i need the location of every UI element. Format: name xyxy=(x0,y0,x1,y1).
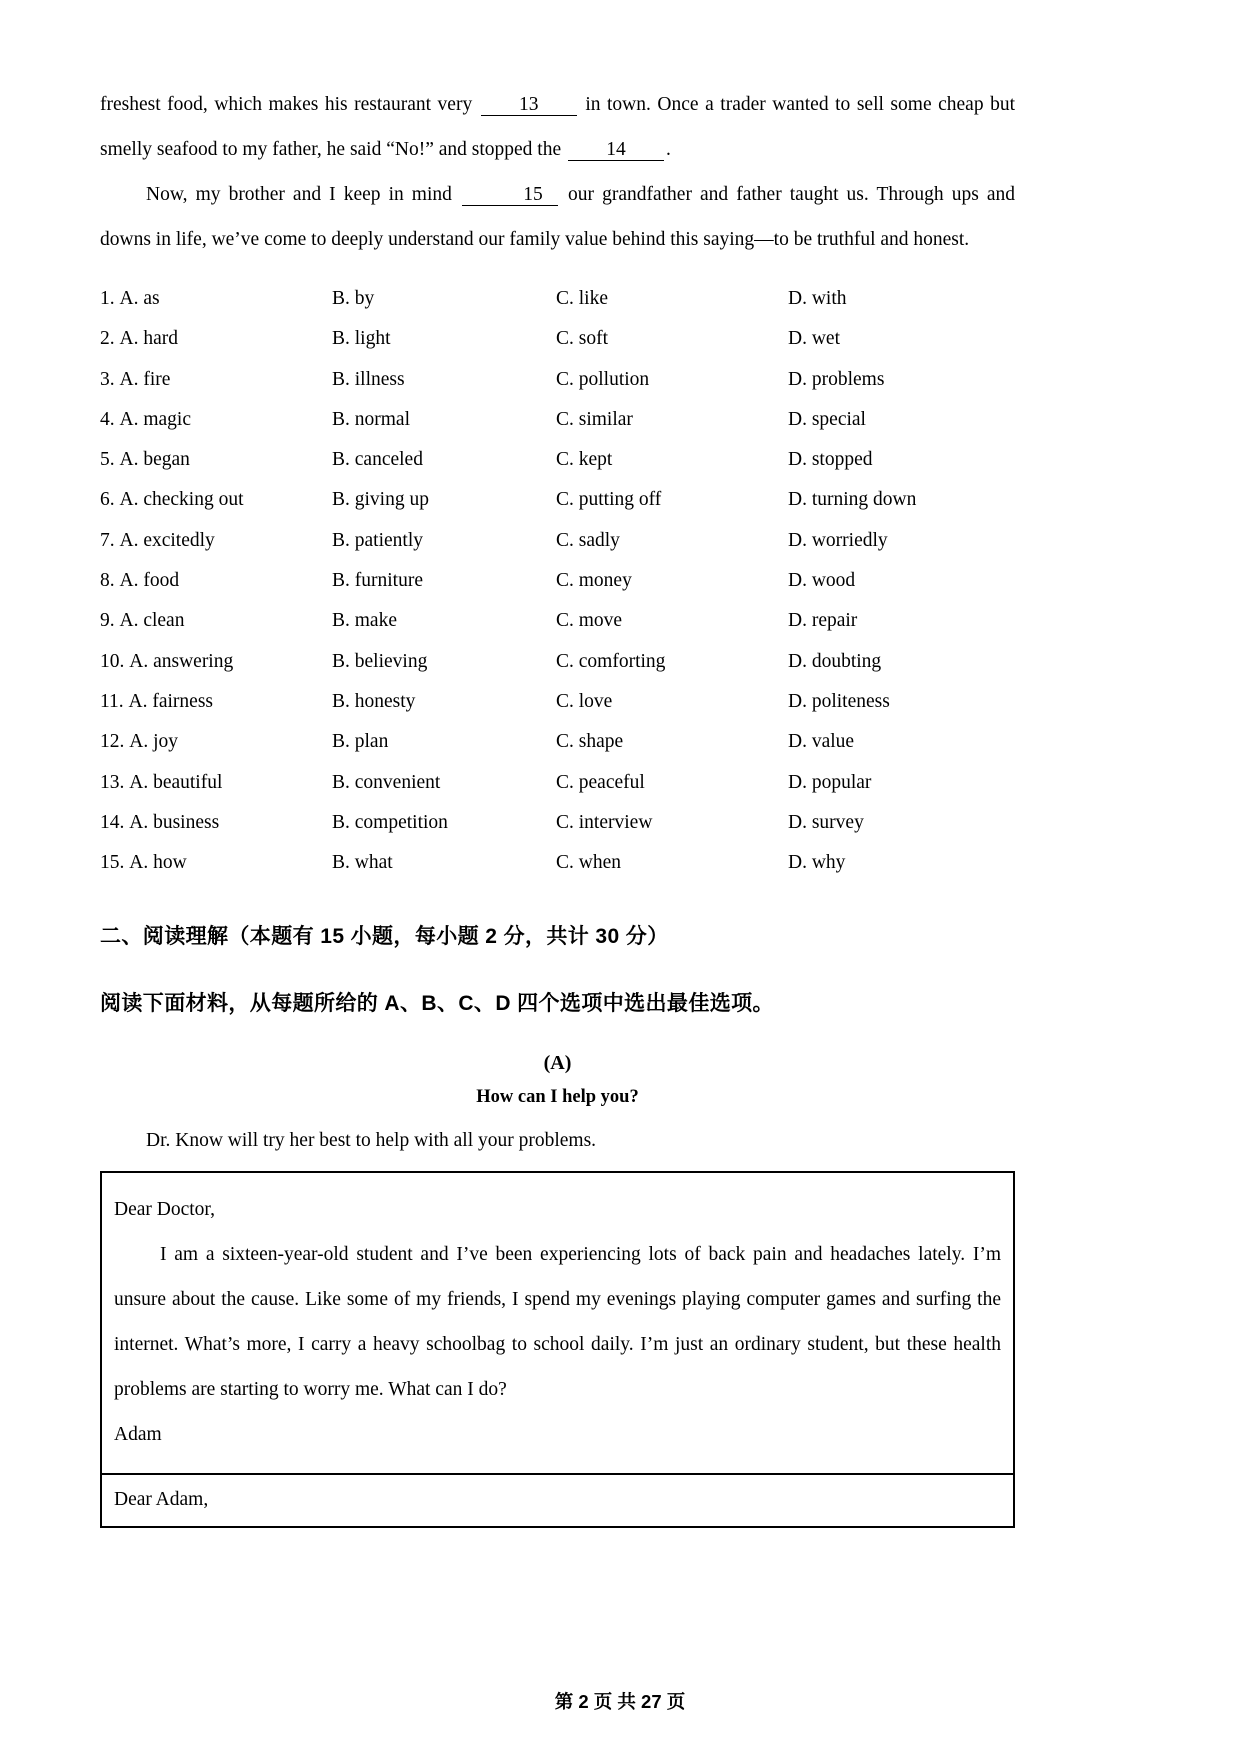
blank-15: 15 xyxy=(462,185,558,206)
option-b[interactable]: B. competition xyxy=(332,811,448,833)
option-a[interactable] xyxy=(100,279,332,319)
option-a[interactable] xyxy=(100,642,332,682)
option-row xyxy=(100,682,1015,722)
passage-text-after-13: in town. Once a trader wanted to sell some cheap but smelly seafood to my father, he said “No!” and stopped the xyxy=(100,94,1016,160)
option-a-label: A. business xyxy=(129,811,220,833)
option-number: 2. xyxy=(100,328,115,350)
option-a-label: A. began xyxy=(119,449,190,471)
option-b[interactable]: B. plan xyxy=(332,731,389,753)
option-d[interactable]: D. with xyxy=(788,288,847,309)
option-d[interactable]: D. stopped xyxy=(788,449,873,471)
option-number: 4. xyxy=(100,408,115,430)
section-instruction: 阅读下面材料，从每题所给的 A、B、C、D 四个选项中选出最佳选项。 xyxy=(100,992,774,1016)
option-d[interactable]: D. doubting xyxy=(788,650,882,672)
option-b[interactable]: B. by xyxy=(332,288,375,309)
option-b[interactable]: B. believing xyxy=(332,650,428,672)
option-a[interactable] xyxy=(100,763,332,803)
option-row xyxy=(100,722,1015,762)
option-row xyxy=(100,521,1015,561)
option-number: 1. xyxy=(100,288,115,309)
option-c[interactable]: C. pollution xyxy=(556,368,650,390)
option-c[interactable]: C. soft xyxy=(556,328,609,350)
option-c[interactable]: C. peaceful xyxy=(556,771,645,793)
option-b[interactable]: B. light xyxy=(332,328,391,350)
passage-line-1 xyxy=(100,82,1015,172)
option-b[interactable]: B. honesty xyxy=(332,690,416,712)
section-heading: 二、阅读理解（本题有 15 小题，每小题 2 分，共计 30 分） xyxy=(100,925,669,949)
option-c[interactable]: C. putting off xyxy=(556,489,662,511)
option-number: 7. xyxy=(100,529,115,551)
reply-box xyxy=(100,1475,1015,1528)
option-b[interactable]: B. normal xyxy=(332,408,410,430)
option-a[interactable] xyxy=(100,682,332,722)
passage-title: How can I help you? xyxy=(476,1087,639,1108)
option-row xyxy=(100,642,1015,682)
option-a-label: A. checking out xyxy=(119,489,244,511)
letter-body: I am a sixteen-year-old student and I’ve been experiencing lots of back pain and headaches lately. I’m unsure about the cause. Like some of my friends, I spend my evenings playing computer games and surfing the internet. What’s more, I carry a heavy schoolbag to school daily. I’m just an ordinary student, but these health problems are starting to worry me. What can I do? xyxy=(114,1244,1001,1401)
passage-text-before-13: freshest food, which makes his restaurant very xyxy=(100,94,473,115)
option-a[interactable] xyxy=(100,601,332,641)
option-row xyxy=(100,440,1015,480)
option-a-label: A. magic xyxy=(119,408,191,430)
option-d[interactable]: D. repair xyxy=(788,610,858,632)
option-row xyxy=(100,803,1015,843)
passage-text-after-15: our grandfather and father taught us. Through ups and downs in life, we’ve come to deeply understand our family value behind this saying—to be truthful and honest. xyxy=(100,184,1016,250)
option-row xyxy=(100,763,1015,803)
letter-signature: Adam xyxy=(114,1424,162,1446)
option-row xyxy=(100,400,1015,440)
page-footer: 第 2 页 共 27 页 xyxy=(554,1691,686,1712)
passage-line-2 xyxy=(100,172,1015,262)
option-d[interactable]: D. survey xyxy=(788,811,864,833)
option-c[interactable]: C. comforting xyxy=(556,650,666,672)
option-d[interactable]: D. problems xyxy=(788,368,885,390)
reply-salutation: Dear Adam, xyxy=(114,1489,209,1511)
option-a-label: A. answering xyxy=(129,650,234,672)
option-d[interactable]: D. value xyxy=(788,731,855,753)
option-a[interactable] xyxy=(100,722,332,762)
cloze-passage xyxy=(100,82,1015,262)
option-c[interactable]: C. kept xyxy=(556,449,613,471)
option-a-label: A. fire xyxy=(119,368,171,390)
option-b[interactable]: B. make xyxy=(332,610,397,632)
passage-lead: Dr. Know will try her best to help with all your problems. xyxy=(146,1130,597,1152)
option-c[interactable]: C. money xyxy=(556,570,632,592)
option-b[interactable]: B. patiently xyxy=(332,529,423,551)
option-d[interactable]: D. wet xyxy=(788,328,840,350)
option-a-label: A. clean xyxy=(119,610,185,632)
option-d[interactable]: D. why xyxy=(788,852,846,874)
option-d[interactable]: D. worriedly xyxy=(788,529,888,551)
option-a[interactable] xyxy=(100,319,332,359)
option-number: 11. xyxy=(100,690,124,712)
option-b[interactable]: B. convenient xyxy=(332,771,441,793)
option-b[interactable]: B. canceled xyxy=(332,449,423,471)
option-d[interactable]: D. politeness xyxy=(788,690,890,712)
option-b[interactable]: B. furniture xyxy=(332,570,423,592)
option-d[interactable]: D. turning down xyxy=(788,489,917,511)
passage-letter-label: (A) xyxy=(543,1052,572,1075)
option-a-label: A. fairness xyxy=(128,690,214,712)
passage-text-after-14: . xyxy=(666,139,671,160)
option-list xyxy=(100,279,1015,883)
option-a[interactable] xyxy=(100,360,332,400)
option-number: 15. xyxy=(100,852,125,874)
option-d[interactable]: D. wood xyxy=(788,570,856,592)
option-row xyxy=(100,601,1015,641)
option-row xyxy=(100,480,1015,520)
blank-13: 13 xyxy=(481,95,577,116)
option-number: 14. xyxy=(100,811,125,833)
option-number: 12. xyxy=(100,731,125,753)
option-a[interactable] xyxy=(100,480,332,520)
option-row xyxy=(100,843,1015,883)
passage-text-before-15: Now, my brother and I keep in mind xyxy=(146,184,452,205)
option-d[interactable]: D. popular xyxy=(788,771,872,793)
option-b[interactable]: B. what xyxy=(332,852,393,874)
option-a-label: A. excitedly xyxy=(119,529,215,551)
option-a[interactable] xyxy=(100,843,332,883)
option-a-label: A. beautiful xyxy=(129,771,223,793)
option-c[interactable]: C. when xyxy=(556,852,621,874)
option-a[interactable] xyxy=(100,561,332,601)
option-b[interactable]: B. illness xyxy=(332,368,405,390)
page-content xyxy=(100,82,1015,1528)
blank-14: 14 xyxy=(568,140,664,161)
option-number: 6. xyxy=(100,489,115,511)
option-a-label: A. food xyxy=(119,570,180,592)
option-row xyxy=(100,561,1015,601)
option-c[interactable]: C. interview xyxy=(556,811,653,833)
option-a[interactable] xyxy=(100,440,332,480)
option-a-label: A. as xyxy=(119,288,160,309)
option-number: 13. xyxy=(100,771,125,793)
option-a[interactable] xyxy=(100,400,332,440)
option-c[interactable]: C. sadly xyxy=(556,529,620,551)
option-row xyxy=(100,279,1015,319)
option-c[interactable]: C. move xyxy=(556,610,623,632)
option-d[interactable]: D. special xyxy=(788,408,866,430)
option-c[interactable]: C. like xyxy=(556,288,608,309)
option-b[interactable]: B. giving up xyxy=(332,489,429,511)
option-a-label: A. how xyxy=(129,852,187,874)
option-c[interactable]: C. similar xyxy=(556,408,633,430)
option-row xyxy=(100,360,1015,400)
option-a[interactable] xyxy=(100,521,332,561)
option-a-label: A. hard xyxy=(119,328,178,350)
option-a-label: A. joy xyxy=(129,731,178,753)
option-c[interactable]: C. shape xyxy=(556,731,624,753)
option-number: 3. xyxy=(100,368,115,390)
letter-salutation: Dear Doctor, xyxy=(114,1199,216,1221)
option-a[interactable] xyxy=(100,803,332,843)
option-number: 5. xyxy=(100,449,115,471)
option-c[interactable]: C. love xyxy=(556,690,613,712)
option-number: 10. xyxy=(100,650,125,672)
option-number: 8. xyxy=(100,570,115,592)
option-number: 9. xyxy=(100,610,115,632)
letter-box xyxy=(100,1171,1015,1475)
option-row xyxy=(100,319,1015,359)
